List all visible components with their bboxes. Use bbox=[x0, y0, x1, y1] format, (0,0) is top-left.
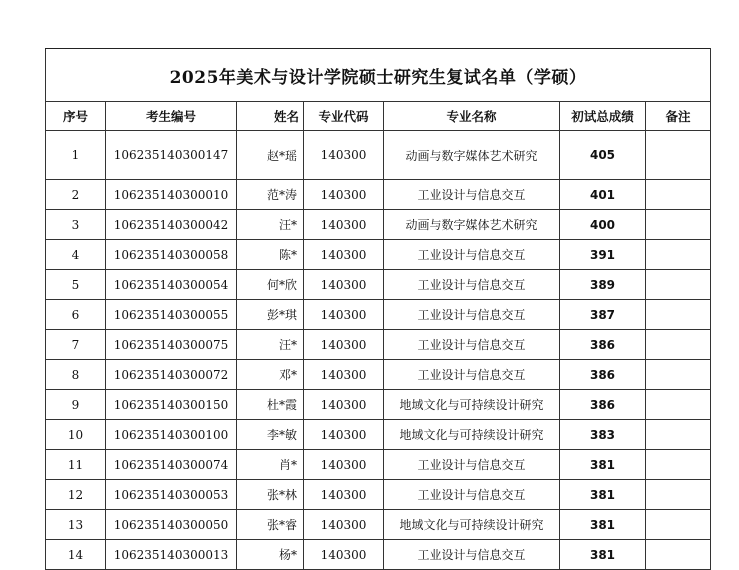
table-row bbox=[46, 330, 711, 360]
cell-id: 106235140300050 bbox=[106, 510, 237, 540]
cell-score: 383 bbox=[560, 420, 646, 450]
cell-score: 381 bbox=[560, 450, 646, 480]
table-row bbox=[46, 450, 711, 480]
cell-id: 106235140300100 bbox=[106, 420, 237, 450]
column-header-code: 专业代码 bbox=[304, 102, 384, 131]
table-body bbox=[46, 131, 711, 570]
table-row bbox=[46, 240, 711, 270]
cell-code: 140300 bbox=[304, 480, 384, 510]
cell-note bbox=[646, 450, 711, 480]
cell-note bbox=[646, 270, 711, 300]
table-row bbox=[46, 390, 711, 420]
table-row bbox=[46, 540, 711, 570]
column-header-note: 备注 bbox=[646, 102, 711, 131]
cell-no: 1 bbox=[46, 131, 106, 180]
cell-id: 106235140300042 bbox=[106, 210, 237, 240]
cell-no: 9 bbox=[46, 390, 106, 420]
cell-major: 工业设计与信息交互 bbox=[384, 240, 560, 270]
cell-note bbox=[646, 420, 711, 450]
cell-no: 8 bbox=[46, 360, 106, 390]
cell-id: 106235140300075 bbox=[106, 330, 237, 360]
cell-major: 工业设计与信息交互 bbox=[384, 480, 560, 510]
cell-score: 386 bbox=[560, 330, 646, 360]
cell-name: 汪* bbox=[237, 210, 304, 240]
cell-no: 5 bbox=[46, 270, 106, 300]
cell-name: 彭*琪 bbox=[237, 300, 304, 330]
cell-score: 381 bbox=[560, 540, 646, 570]
cell-major: 工业设计与信息交互 bbox=[384, 360, 560, 390]
cell-note bbox=[646, 300, 711, 330]
cell-major: 地域文化与可持续设计研究 bbox=[384, 510, 560, 540]
cell-code: 140300 bbox=[304, 360, 384, 390]
page-title: 2025年美术与设计学院硕士研究生复试名单（学硕） bbox=[46, 49, 711, 102]
cell-note bbox=[646, 210, 711, 240]
cell-name: 张*林 bbox=[237, 480, 304, 510]
cell-score: 381 bbox=[560, 480, 646, 510]
cell-code: 140300 bbox=[304, 180, 384, 210]
cell-no: 7 bbox=[46, 330, 106, 360]
cell-major: 工业设计与信息交互 bbox=[384, 540, 560, 570]
cell-no: 13 bbox=[46, 510, 106, 540]
cell-score: 400 bbox=[560, 210, 646, 240]
cell-id: 106235140300054 bbox=[106, 270, 237, 300]
table-row bbox=[46, 131, 711, 180]
cell-score: 386 bbox=[560, 360, 646, 390]
column-header-score: 初试总成绩 bbox=[560, 102, 646, 131]
cell-code: 140300 bbox=[304, 270, 384, 300]
cell-name: 陈* bbox=[237, 240, 304, 270]
cell-name: 杨* bbox=[237, 540, 304, 570]
cell-major: 地域文化与可持续设计研究 bbox=[384, 390, 560, 420]
cell-code: 140300 bbox=[304, 300, 384, 330]
cell-id: 106235140300055 bbox=[106, 300, 237, 330]
table-row bbox=[46, 210, 711, 240]
cell-major: 工业设计与信息交互 bbox=[384, 330, 560, 360]
cell-no: 10 bbox=[46, 420, 106, 450]
column-header-no: 序号 bbox=[46, 102, 106, 131]
cell-major: 工业设计与信息交互 bbox=[384, 450, 560, 480]
cell-score: 401 bbox=[560, 180, 646, 210]
cell-major: 工业设计与信息交互 bbox=[384, 270, 560, 300]
cell-note bbox=[646, 510, 711, 540]
cell-code: 140300 bbox=[304, 390, 384, 420]
cell-note bbox=[646, 390, 711, 420]
cell-note bbox=[646, 180, 711, 210]
cell-id: 106235140300150 bbox=[106, 390, 237, 420]
cell-no: 12 bbox=[46, 480, 106, 510]
cell-score: 381 bbox=[560, 510, 646, 540]
table-row bbox=[46, 270, 711, 300]
cell-id: 106235140300058 bbox=[106, 240, 237, 270]
table-header-row bbox=[46, 102, 711, 131]
cell-name: 李*敏 bbox=[237, 420, 304, 450]
cell-major: 工业设计与信息交互 bbox=[384, 300, 560, 330]
cell-code: 140300 bbox=[304, 210, 384, 240]
cell-id: 106235140300013 bbox=[106, 540, 237, 570]
cell-score: 386 bbox=[560, 390, 646, 420]
column-header-id: 考生编号 bbox=[106, 102, 237, 131]
cell-id: 106235140300074 bbox=[106, 450, 237, 480]
cell-score: 389 bbox=[560, 270, 646, 300]
cell-name: 肖* bbox=[237, 450, 304, 480]
cell-no: 4 bbox=[46, 240, 106, 270]
table-row bbox=[46, 180, 711, 210]
cell-major: 动画与数字媒体艺术研究 bbox=[384, 210, 560, 240]
cell-code: 140300 bbox=[304, 450, 384, 480]
cell-major: 地域文化与可持续设计研究 bbox=[384, 420, 560, 450]
cell-name: 汪* bbox=[237, 330, 304, 360]
cell-id: 106235140300010 bbox=[106, 180, 237, 210]
cell-score: 405 bbox=[560, 131, 646, 180]
cell-name: 何*欣 bbox=[237, 270, 304, 300]
cell-code: 140300 bbox=[304, 540, 384, 570]
cell-note bbox=[646, 330, 711, 360]
document-sheet bbox=[45, 48, 710, 568]
cell-no: 6 bbox=[46, 300, 106, 330]
table-row bbox=[46, 510, 711, 540]
column-header-name: 姓名 bbox=[237, 102, 304, 131]
cell-name: 邓* bbox=[237, 360, 304, 390]
cell-no: 2 bbox=[46, 180, 106, 210]
cell-major: 动画与数字媒体艺术研究 bbox=[384, 131, 560, 180]
cell-name: 范*涛 bbox=[237, 180, 304, 210]
cell-note bbox=[646, 480, 711, 510]
candidate-table bbox=[45, 48, 711, 570]
cell-note bbox=[646, 540, 711, 570]
cell-code: 140300 bbox=[304, 330, 384, 360]
cell-code: 140300 bbox=[304, 510, 384, 540]
cell-name: 赵*瑶 bbox=[237, 131, 304, 180]
cell-no: 14 bbox=[46, 540, 106, 570]
table-row bbox=[46, 360, 711, 390]
cell-note bbox=[646, 240, 711, 270]
cell-name: 张*睿 bbox=[237, 510, 304, 540]
cell-score: 387 bbox=[560, 300, 646, 330]
cell-id: 106235140300072 bbox=[106, 360, 237, 390]
table-row bbox=[46, 300, 711, 330]
cell-note bbox=[646, 360, 711, 390]
cell-code: 140300 bbox=[304, 131, 384, 180]
cell-score: 391 bbox=[560, 240, 646, 270]
cell-code: 140300 bbox=[304, 240, 384, 270]
cell-no: 11 bbox=[46, 450, 106, 480]
cell-id: 106235140300147 bbox=[106, 131, 237, 180]
table-row bbox=[46, 420, 711, 450]
cell-no: 3 bbox=[46, 210, 106, 240]
cell-major: 工业设计与信息交互 bbox=[384, 180, 560, 210]
column-header-major: 专业名称 bbox=[384, 102, 560, 131]
cell-name: 杜*霞 bbox=[237, 390, 304, 420]
cell-code: 140300 bbox=[304, 420, 384, 450]
table-row bbox=[46, 480, 711, 510]
cell-note bbox=[646, 131, 711, 180]
cell-id: 106235140300053 bbox=[106, 480, 237, 510]
